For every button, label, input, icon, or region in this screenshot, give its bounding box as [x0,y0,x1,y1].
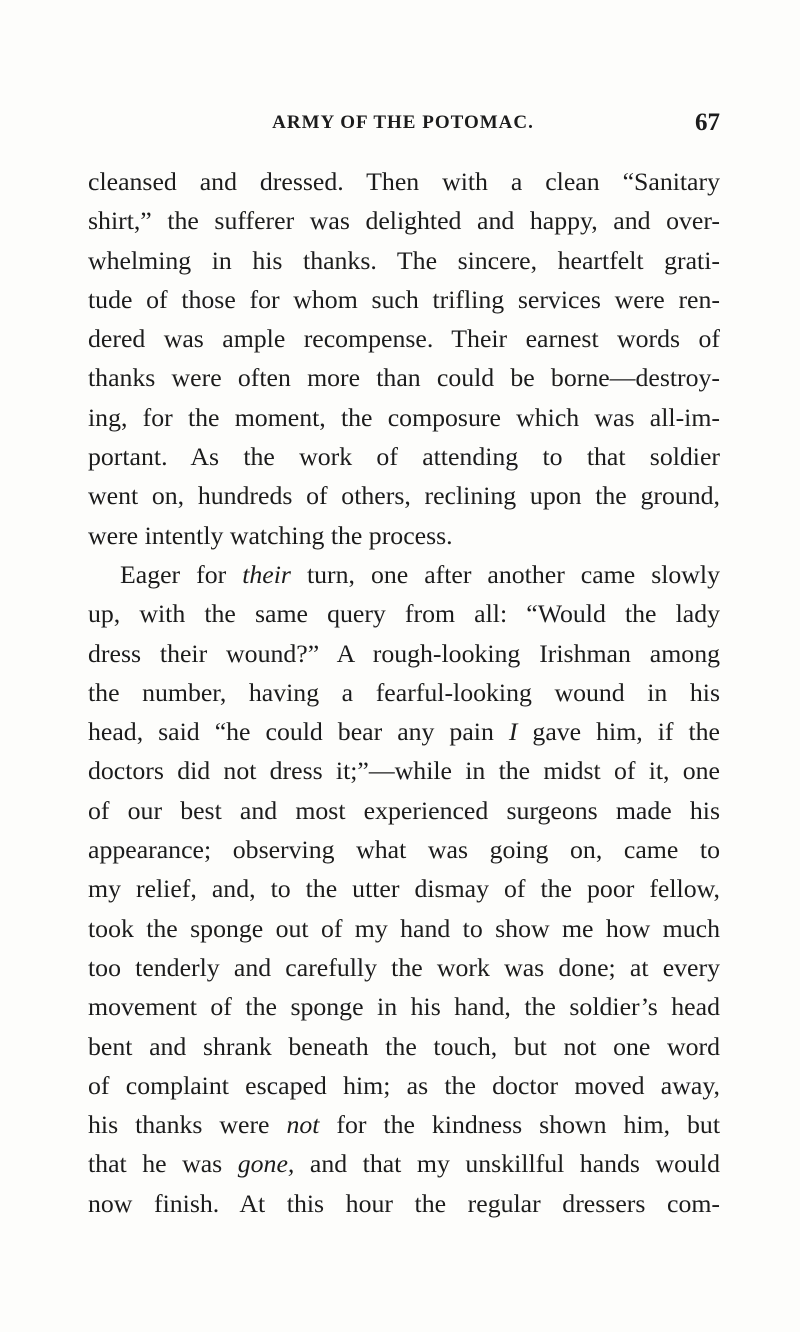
text-segment: tude of those for whom such trifling services were ren- [88,284,720,314]
text-line [88,1184,720,1223]
italic-word: I [508,717,518,747]
italic-word: not [286,1110,320,1140]
running-head [88,109,720,138]
text-line [88,1105,720,1144]
text-line [88,791,720,830]
text-line [88,909,720,948]
text-line [88,437,720,476]
text-line [88,280,720,319]
text-segment: turn, one after another came slowly [290,559,720,589]
text-segment: head, said “he could bear any pain [88,717,509,747]
text-line [88,398,720,437]
text-segment: up, with the same query from all: “Would the lady [88,599,720,629]
text-segment: doctors did not dress it;”—while in the midst of it, one [88,756,720,786]
italic-word: gone, [237,1149,295,1179]
text-line [88,594,720,633]
text-segment: now finish. At this hour the regular dressers com- [88,1188,720,1218]
text-segment: shirt,” the sufferer was delighted and happy, and over- [88,206,720,236]
text-line [88,1144,720,1183]
text-segment: took the sponge out of my hand to show me how much [88,913,720,943]
text-segment: dered was ample recompense. Their earnest words of [88,324,720,354]
text-line [88,869,720,908]
text-line [88,1066,720,1105]
text-segment: the number, having a fearful-looking wound in his [88,677,720,707]
text-line [88,555,720,594]
text-segment: of our best and most experienced surgeons made his [88,795,720,825]
text-segment: that he was [88,1149,238,1179]
text-segment: and that my unskillful hands would [294,1149,720,1179]
text-line [88,319,720,358]
text-line [88,358,720,397]
text-line [88,830,720,869]
text-line [88,712,720,751]
text-line [88,948,720,987]
text-line [88,241,720,280]
text-line [88,1027,720,1066]
text-segment: dress their wound?” A rough-looking Irishman among [88,638,720,668]
text-segment: thanks were often more than could be borne—destroy- [88,363,720,393]
text-segment: were intently watching the process. [88,520,453,550]
text-segment: my relief, and, to the utter dismay of the poor fellow, [88,874,720,904]
text-segment: went on, hundreds of others, reclining upon the ground, [88,481,720,511]
text-segment: his thanks were [88,1110,287,1140]
text-segment: Eager for [120,559,243,589]
text-line [88,751,720,790]
text-line [88,516,720,555]
text-segment: whelming in his thanks. The sincere, heartfelt grati- [88,245,720,275]
text-segment: too tenderly and carefully the work was done; at every [88,952,720,982]
text-segment: portant. As the work of attending to that soldier [88,442,720,472]
text-segment: gave him, if the [517,717,720,747]
text-segment: bent and shrank beneath the touch, but not one word [88,1031,720,1061]
text-line [88,673,720,712]
text-line [88,634,720,673]
text-segment: movement of the sponge in his hand, the soldier’s head [88,992,720,1022]
text-line [88,476,720,515]
text-segment: ing, for the moment, the composure which was all-im- [88,402,720,432]
text-segment: of complaint escaped him; as the doctor moved away, [88,1070,720,1100]
text-line [88,987,720,1026]
italic-word: their [242,559,291,589]
text-segment: for the kindness shown him, but [319,1110,720,1140]
body-text [88,162,720,1223]
text-line [88,201,720,240]
text-line [88,162,720,201]
text-segment: cleansed and dressed. Then with a clean “Sanitary [88,167,720,196]
running-title: ARMY OF THE POTOMAC. [272,112,534,133]
page-number: 67 [695,109,720,136]
text-segment: appearance; observing what was going on, came to [88,835,720,865]
